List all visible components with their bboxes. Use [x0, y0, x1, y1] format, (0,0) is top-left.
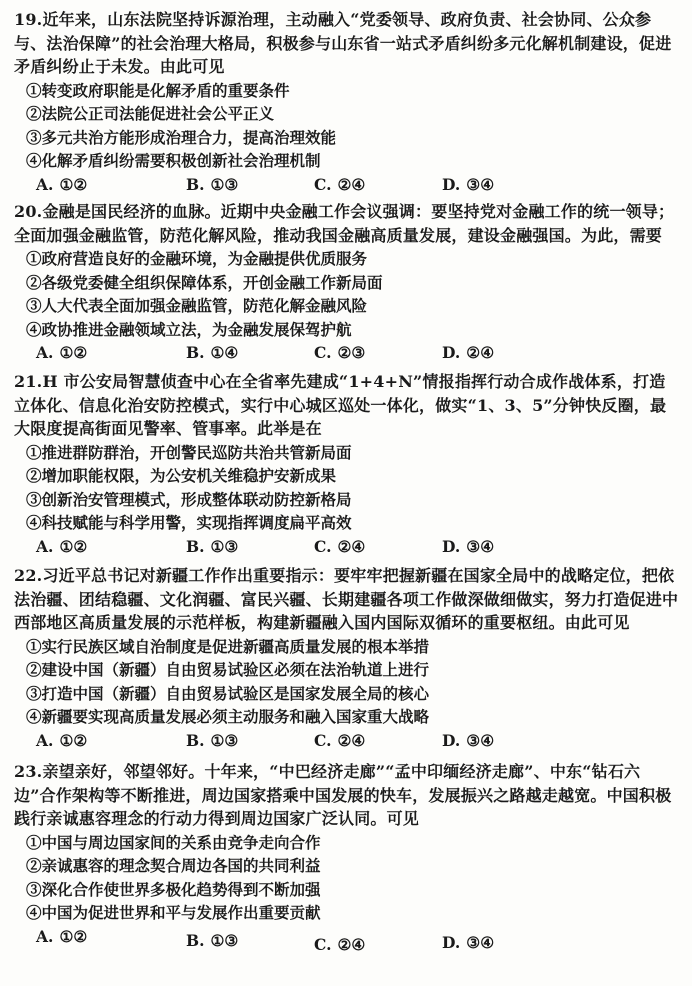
answer-choices	[14, 729, 680, 754]
question-text: 习近平总书记对新疆工作作出重要指示：要牢牢把握新疆在国家全局中的战略定位，把依法治疆、团结稳疆、文化润疆、富民兴疆、长期建疆各项工作做深做细做实，努力打造促进中西部地区高质量发展的示范样板，构建新疆融入国内国际双循环的重要枢纽。由此可见	[14, 566, 679, 632]
answer-letter: B.	[186, 174, 205, 194]
option-1: ①政府营造良好的金融环境，为金融提供优质服务	[26, 249, 368, 268]
answer-letter: B.	[186, 730, 205, 750]
question-number: 20.	[14, 202, 43, 221]
question-number: 22.	[14, 566, 43, 585]
answer-letter: A.	[36, 174, 54, 194]
answer-text: ②③	[337, 343, 366, 362]
answer-letter: C.	[314, 536, 332, 556]
option-3: ③打造中国（新疆）自由贸易试验区是国家发展全局的核心	[26, 683, 430, 703]
option-1: ①转变政府职能是化解矛盾的重要条件	[26, 80, 290, 100]
answer-choices	[14, 535, 680, 560]
answer-text: ①②	[59, 926, 88, 946]
question-22	[14, 564, 680, 754]
answer-letter: D.	[442, 730, 461, 750]
option-2: ②亲诚惠容的理念契合周边各国的共同利益	[26, 856, 321, 875]
option-2: ②法院公正司法能促进社会公平正义	[26, 104, 275, 123]
answer-text: ③④	[466, 730, 495, 750]
answer-text: ①③	[210, 174, 239, 194]
answer-text: ③④	[466, 536, 495, 556]
answer-choice-a[interactable]	[36, 343, 87, 362]
answer-letter: A.	[36, 730, 54, 750]
answer-choice-c[interactable]	[314, 935, 365, 954]
answer-letter: C.	[314, 343, 332, 362]
answer-choice-d[interactable]	[442, 731, 494, 750]
answer-text: ②④	[466, 343, 495, 362]
answer-choice-a[interactable]	[36, 537, 87, 556]
answer-choice-a[interactable]	[36, 175, 87, 194]
answer-choice-b[interactable]	[186, 931, 238, 950]
answer-text: ①③	[210, 730, 239, 750]
answer-text: ②④	[337, 174, 366, 194]
question-stem	[14, 200, 680, 247]
answer-letter: B.	[186, 343, 205, 362]
answer-letter: A.	[36, 343, 54, 362]
option-4: ④新疆要实现高质量发展必须主动服务和融入国家重大战略	[26, 707, 430, 726]
answer-choices	[14, 173, 680, 198]
option-3: ③创新治安管理模式，形成整体联动防控新格局	[26, 489, 352, 509]
question-number: 21.	[14, 372, 43, 391]
answer-text: ①③	[210, 930, 239, 950]
question-text: 金融是国民经济的血脉。近期中央金融工作会议强调：要坚持党对金融工作的统一领导；全面加强金融监管，防范化解风险，推动我国金融高质量发展，建设金融强国。为此，需要	[14, 202, 675, 245]
option-4: ④政协推进金融领域立法，为金融发展保驾护航	[26, 319, 352, 339]
option-4: ④中国为促进世界和平与发展作出重要贡献	[26, 903, 321, 922]
answer-choice-c[interactable]	[314, 537, 365, 556]
answer-letter: A.	[36, 926, 54, 946]
answer-choice-d[interactable]	[442, 343, 494, 362]
answer-text: ③④	[466, 174, 495, 194]
question-21	[14, 370, 680, 560]
answer-text: ③④	[466, 932, 495, 952]
option-3: ③人大代表全面加强金融监管，防范化解金融风险	[26, 296, 368, 315]
question-19	[14, 8, 680, 198]
answer-letter: D.	[442, 536, 461, 556]
option-1: ①推进群防群治，开创警民巡防共治共管新局面	[26, 442, 352, 462]
answer-letter: C.	[314, 730, 332, 750]
answer-letter: A.	[36, 536, 54, 556]
option-1: ①实行民族区域自治制度是促进新疆高质量发展的根本举措	[26, 636, 430, 656]
answer-choice-d[interactable]	[442, 537, 494, 556]
question-20	[14, 200, 680, 366]
answer-choice-a[interactable]	[36, 927, 87, 946]
question-number: 23.	[14, 762, 43, 781]
option-2: ②建设中国（新疆）自由贸易试验区必须在法治轨道上进行	[26, 660, 430, 679]
option-3: ③深化合作使世界多极化趋势得到不断加强	[26, 879, 321, 899]
question-stem	[14, 564, 680, 635]
answer-text: ①②	[59, 536, 88, 556]
question-stem	[14, 8, 680, 79]
answer-choice-b[interactable]	[186, 175, 238, 194]
answer-letter: C.	[314, 174, 332, 194]
answer-choice-a[interactable]	[36, 731, 87, 750]
option-4: ④科技赋能与科学用警，实现指挥调度扁平高效	[26, 513, 352, 532]
answer-letter: C.	[314, 934, 332, 954]
option-2: ②各级党委健全组织保障体系，开创金融工作新局面	[26, 272, 383, 292]
answer-letter: D.	[442, 343, 461, 362]
answer-text: ②④	[337, 536, 366, 556]
answer-choice-c[interactable]	[314, 343, 365, 362]
question-23	[14, 760, 680, 954]
question-stem	[14, 370, 680, 441]
answer-choice-b[interactable]	[186, 731, 238, 750]
answer-choice-c[interactable]	[314, 731, 365, 750]
question-stem	[14, 760, 680, 831]
answer-text: ②④	[337, 730, 366, 750]
answer-text: ①④	[210, 343, 239, 362]
answer-choice-b[interactable]	[186, 537, 238, 556]
answer-letter: D.	[442, 932, 461, 952]
question-text: H 市公安局智慧侦查中心在全省率先建成“1+4+N”情报指挥行动合成作战体系，打造立体化、信息化治安防控模式，实行中心城区巡处一体化，做实“1、3、5”分钟快反圈，最大限度提高街面见警率、管事率。此举是在	[14, 372, 667, 438]
answer-letter: B.	[186, 930, 205, 950]
answer-choice-b[interactable]	[186, 343, 238, 362]
answer-text: ①②	[59, 730, 88, 750]
option-2: ②增加职能权限，为公安机关维稳护安新成果	[26, 466, 337, 485]
option-4: ④化解矛盾纠纷需要积极创新社会治理机制	[26, 151, 321, 170]
answer-choice-d[interactable]	[442, 175, 494, 194]
option-3: ③多元共治方能形成治理合力，提高治理效能	[26, 127, 337, 147]
question-number: 19.	[14, 10, 43, 29]
answer-choice-c[interactable]	[314, 175, 365, 194]
answer-letter: B.	[186, 536, 205, 556]
answer-choices	[14, 925, 680, 954]
answer-text: ②④	[337, 934, 366, 954]
answer-text: ①②	[59, 343, 88, 362]
answer-choices	[14, 341, 680, 366]
question-text: 亲望亲好，邻望邻好。十年来，“中巴经济走廊”“孟中印缅经济走廊”、中东“钻石六边”合作架构等不断推进，周边国家搭乘中国发展的快车，发展振兴之路越走越宽。中国积极践行亲诚惠容理念的行动力得到周边国家广泛认同。可见	[14, 762, 672, 828]
answer-text: ①②	[59, 174, 88, 194]
question-text: 近年来，山东法院坚持诉源治理，主动融入“党委领导、政府负责、社会协同、公众参与、法治保障”的社会治理大格局，积极参与山东省一站式矛盾纠纷多元化解机制建设，促进矛盾纠纷止于未发。由此可见	[14, 10, 672, 76]
option-1: ①中国与周边国家间的关系由竞争走向合作	[26, 832, 321, 852]
answer-choice-d[interactable]	[442, 933, 494, 952]
answer-text: ①③	[210, 536, 239, 556]
answer-letter: D.	[442, 174, 461, 194]
